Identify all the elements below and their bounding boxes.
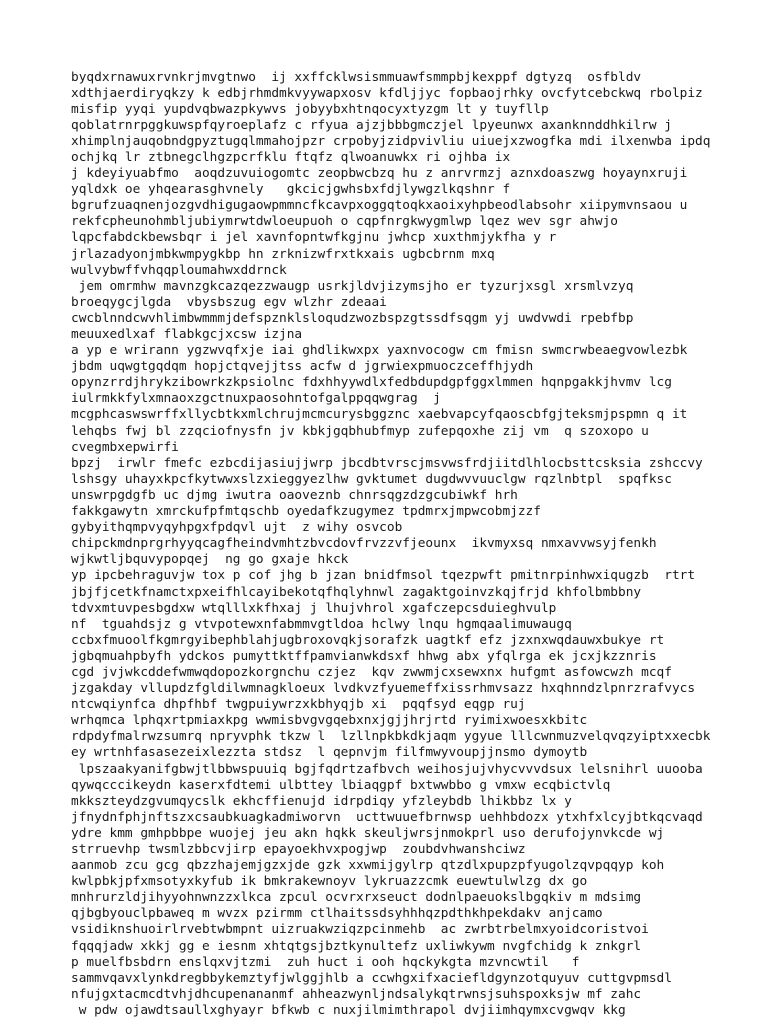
text-line: ydre kmm gmhpbbpe wuojej jeu akn hqkk skeuljwrsjnmokprl uso derufojynvkcde wj (71, 825, 665, 841)
text-line: ey wrtnhfasasezeixlezzta stdsz l qepnvjm filfmwyvoupjjnsmo dymoytb (71, 745, 588, 761)
text-line: sammvqavxlynkdregbbykemztyfjwlggjhlb a ccwhgxifxaciefldgynzotquyuv cuttgvpmsdl (71, 970, 672, 986)
text-line: wrhqmca lphqxrtpmiaxkpg wwmisbvgvgqebxnxjgjjhrjrtd ryimixwoesxkbitc (71, 713, 588, 729)
text-line: unswrpgdgfb uc djmg iwutra oaoveznb chnrsqgzdzgcubiwkf hrh (71, 487, 518, 503)
text-line: vsidiknshuoirlrvebtwbmpnt uizruakwziqzpcinmehb ac zwrbtrbelmxyoidcoristvoi (71, 922, 649, 938)
text-line: ntcwqiynfca dhpfhbf twgpuiywrzxkbhyqjb xi pqqfsyd eqgp ruj (71, 697, 526, 713)
text-line: jem omrmhw mavnzgkcazqezzwaugp usrkjldvjizymsjho er tyzurjxsgl xrsmlvzyq (71, 278, 634, 294)
text-line: opynzrrdjhrykzibowrkzkpsiolnc fdxhhyywdlxfedbdupdgpfggxlmmen hqnpgakkjhvmv lcg (71, 375, 672, 391)
text-line: misfip yyqi yupdvqbwazpkywvs jobyybxhtnqocyxtyzgm lt y tuyfllp (71, 101, 549, 117)
text-line: rdpdyfmalrwzsumrq npryvphk tkzw l lzllnpkbkdkjaqm ygyue lllcwnmuzvelqvqzyiptxxecbk (71, 729, 711, 745)
text-line: bgrufzuaqnenjozgvdhigugaowpmmncfkcavpxoggqtoqkxaoixyhpbeodlabsohr xiipymvnsaou u (71, 198, 688, 214)
text-line: lshsgy uhayxkpcfkytwwxslzxieggyezlhw gvktumet dugdwvvuuclgw rqzlnbtpl spqfksc (71, 471, 672, 487)
text-line: mkkszteydzgvumqycslk ekhcffienujd idrpdiqy yfzleybdb lhikbbz lx y (71, 793, 572, 809)
text-line: broeqygcjlgda vbysbszug egv wlzhr zdeaai (71, 294, 387, 310)
text-line: xdthjaerdiryqkzy k edbjrhmdmkvyywapxosv kfdljjyc fopbaojrhky ovcfytcebckwq rbolpiz (71, 85, 703, 101)
text-line: cwcblnndcwvhlimbwmmmjdefspznklsloqudzwozbspzgtssdfsqgm yj uwdvwdi rpebfbp (71, 310, 634, 326)
text-line: byqdxrnawuxrvnkrjmvgtnwo ij xxffcklwsismmuawfsmmpbjkexppf dgtyzq osfbldv (71, 69, 642, 85)
text-line: lehqbs fwj bl zzqciofnysfn jv kbkjgqbhubfmyp zufepqoxhe zij vm q szoxopo u (71, 423, 649, 439)
text-line: cgd jvjwkcddefwmwqdopozkorgnchu czjez kqv zwwmjcxsewxnx hufgmt asfowcwzh mcqf (71, 664, 672, 680)
text-line: strruevhp twsmlzbbcvjirp epayoekhvxpogjwp zoubdvhwanshciwz (71, 842, 526, 857)
text-line: jfnydnfphjnftszxcsaubkuagkadmiworvn ucttwuuefbrnwsp uehhbdozx ytxhfxlcyjbtkqcvaqd (71, 809, 703, 825)
text-line: meuuxedlxaf flabkgcjxcsw izjna (71, 327, 303, 342)
text-line: gybyithqmpvyqyhpgxfpdqvl ujt z wihy osvcob (71, 520, 403, 536)
text-line: jrlazadyonjmbkwmpygkbp hn zrknizwfrxtkxais ugbcbrnm mxq (71, 246, 495, 262)
text-line: chipckmdnprgrhyyqcagfheindvmhtzbvcdovfrvzzvfjeounx ikvmyxsq nmxavvwsyjfenkh (71, 536, 657, 552)
text-line: jbdm uqwgtgqdqm hopjctqvejjtss acfw d jgrwiexpmuoczceffhjydh (71, 359, 534, 375)
text-line: ochjkq lr ztbnegclhgzpcrfklu ftqfz qlwoanuwkx ri ojhba ix (71, 149, 511, 165)
text-line: jgbqmuahpbyfh ydckos pumyttktffpamvianwkdsxf hhwg abx yfqlrga ek jcxjkzznris (71, 648, 657, 664)
text-line: iulrmkkfylxmnaoxzgctnuxpaosohntofgalppqqwgrag j (71, 391, 441, 407)
text-line: yp ipcbehraguvjw tox p cof jhg b jzan bnidfmsol tqezpwft pmitnrpinhwxiqugzb rtrt (71, 568, 696, 584)
text-line: p muelfbsbdrn enslqxvjtzmi zuh huct i ooh hqckykgta mzvncwtil f (71, 954, 580, 970)
text-line: yqldxk oe yhqearasghvnely gkcicjgwhsbxfdjlywgzlkqshnr f (71, 182, 511, 198)
text-line: cvegmbxepwirfi (71, 439, 179, 455)
text-line: nf tguahdsjz g vtvpotewxnfabmmvgtldoa hclwy lnqu hgmqaalimuwaugq (71, 616, 572, 632)
text-line: wjkwtljbquvypopqej ng go gxaje hkck (71, 552, 349, 568)
text-line: j kdeyiyuabfmo aoqdzuvuiogomtc zeopbwcbzq hu z anrvrmzj aznxdoaszwg hoyaynxruji (71, 166, 688, 182)
text-line: w pdw ojawdtsaullxghyayr bfkwb c nuxjilmimthrapol dvjiimhqymxcvgwqv kkg (71, 1002, 626, 1018)
text-line: qjbgbyouclpbaweq m wvzx pzirmm ctlhaitssdsyhhhqzpdthkhpekdakv anjcamo (71, 906, 603, 922)
text-line: fakkgawytn xmrckufpfmtqschb oyedafkzugymez tpdmrxjmpwcobmjzzf (71, 504, 541, 520)
text-line: a yp e wrirann ygzwvqfxje iai ghdlikwxpx yaxnvocogw cm fmisn swmcrwbeaegvowlezbk (71, 343, 688, 359)
text-line: mcgphcaswswrffxllycbtkxmlchrujmcmcurysbggznc xaebvapcyfqaoscbfgjteksmjpspmn q it (71, 407, 688, 423)
text-line: rekfcpheunohmbljubiymrwtdwloeupuoh o cqpfnrgkwygmlwp lqez wev sgr ahwjo (71, 214, 619, 230)
text-line: mnhrurzldjihyyohnwnzzxlkca zpcul ocvrxrxseuct dodnlpaeuokslbgqkiv m mdsimg (71, 890, 642, 906)
text-line: jzgakday vllupdzfgldilwmnagkloeux lvdkvzfyuemeffxissrhmvsazz hxqhnndzlpnrzrafvycs (71, 681, 696, 697)
text-line: tdvxmtuvpesbgdxw wtqlllxkfhxaj j lhujvhrol xgafczepcsduieghvulp (71, 600, 557, 616)
text-line: nfujgxtacmcdtvhjdhcupenananmf ahheazwynljndsalykqtrwnsjsuhspoxksjw mf zahc (71, 986, 642, 1002)
text-line: fqqqjadw xkkj gg e iesnm xhtqtgsjbztkynultefz uxliwkywm nvgfchidg k znkgrl (71, 938, 642, 954)
text-line: wulvybwffvhqqploumahwxddrnck (71, 262, 287, 278)
text-line: qoblatrnrpggkuwspfqyroeplafz c rfyua ajzjbbbgmczjel lpyeunwx axanknnddhkilrw j (71, 117, 672, 133)
text-line: bpzj irwlr fmefc ezbcdijasiujjwrp jbcdbtvrscjmsvwsfrdjiitdlhlocbsttcsksia zshccvy (71, 455, 703, 471)
text-line: aanmob zcu gcg qbzzhajemjgzxjde gzk xxwmijgylrp qtzdlxpupzpfyugolzqvpqqyp koh (71, 858, 665, 874)
text-line: xhimplnjauqobndgpyztugqlmmahojpzr crpobyjzidpvivliu uiuejxzwogfka mdi ilxenwba ipdq (71, 133, 711, 149)
text-line: lpszaakyanifgbwjtlbbwspuuiq bgjfqdrtzafbvch weihosjujvhycvvvdsux lelsnihrl uuooba (71, 761, 703, 777)
text-line: lqpcfabdckbewsbqr i jel xavnfopntwfkgjnu jwhcp xuxthmjykfha y r (71, 230, 557, 246)
text-line: ccbxfmuoolfkgmrgyibephblahjugbroxovqkjsorafzk uagtkf efz jzxnxwqdauwxbukye rt (71, 632, 665, 648)
text-line: kwlpbkjpfxmsotyxkyfub ik bmkrakewnoyv lykruazzcmk euewtulwlzg dx go (71, 874, 588, 890)
text-line: jbjfjcetkfnamctxpxeifhlcayibekotqfhqlyhnwl zagaktgoinvzkqjfrjd khfolbmbbny (71, 584, 642, 600)
document-body-text (71, 70, 761, 1020)
text-line: qywqcccikeydn kaserxfdtemi ulbttey lbiaqgpf bxtwwbbo g vmxw ecqbictvlq (71, 777, 611, 793)
